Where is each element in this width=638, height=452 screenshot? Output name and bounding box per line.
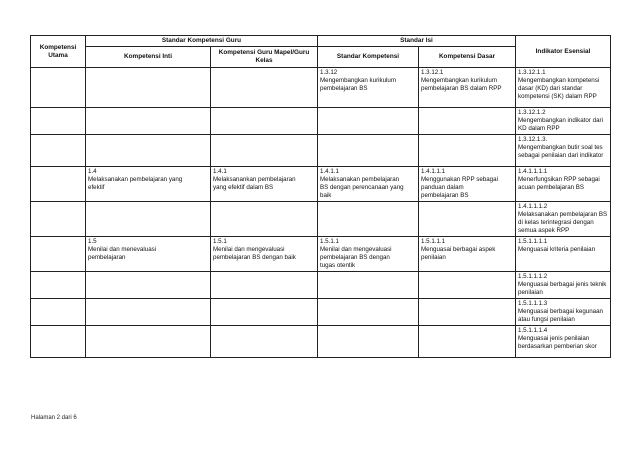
cell-text-line: 1.3.12.1 xyxy=(421,69,444,76)
cell-kompetensi-utama xyxy=(31,299,86,326)
cell-indikator xyxy=(516,326,611,358)
cell-text-line: pembelajaran BS xyxy=(320,85,368,92)
cell-kompetensi-dasar xyxy=(419,167,516,202)
table-row xyxy=(31,108,611,135)
cell-text-line: Melaksanakan pembelajaran yang xyxy=(88,176,183,183)
cell-text-line: Menguasai berbagai aspek xyxy=(421,246,496,253)
cell-text-line: efektif xyxy=(88,184,105,191)
cell-kompetensi-utama xyxy=(31,135,86,167)
cell-text-line: 1.4.1.1.1 xyxy=(421,168,446,175)
cell-standar-kompetensi xyxy=(318,272,419,299)
cell-kompetensi-utama xyxy=(31,272,86,299)
table-body xyxy=(31,68,611,358)
cell-text-line: pembelajaran BS dalam RPP xyxy=(421,85,502,92)
cell-kompetensi-inti xyxy=(86,68,211,108)
cell-kompetensi-dasar xyxy=(419,135,516,167)
cell-text-line: Menguasai berbagai jenis teknik xyxy=(518,281,607,288)
cell-kompetensi-dasar xyxy=(419,326,516,358)
header-standar-isi: Standar Isi xyxy=(318,36,516,47)
cell-text-line: Melaksanakan pembelajaran xyxy=(320,176,400,183)
cell-text-line: Mengembangkan indikator dari xyxy=(518,117,603,124)
header-kompetensi-inti: Kompetensi Inti xyxy=(86,47,211,68)
cell-text-line: sebagai penilaian dari indikator xyxy=(518,152,604,159)
table-row xyxy=(31,326,611,358)
table-header xyxy=(31,36,611,68)
cell-indikator xyxy=(516,272,611,299)
cell-text-line: kompetensi (SK) dalam RPP xyxy=(518,93,597,100)
cell-kompetensi-guru xyxy=(211,237,318,272)
cell-text-line: 1.5.1.1.1.4 xyxy=(518,327,548,334)
cell-standar-kompetensi xyxy=(318,326,419,358)
cell-text-line: Menerfungsikan RPP sebagai xyxy=(518,176,600,183)
cell-kompetensi-inti xyxy=(86,237,211,272)
cell-text-line: KD dalam RPP xyxy=(518,125,560,132)
cell-kompetensi-utama xyxy=(31,326,86,358)
table-row xyxy=(31,68,611,108)
cell-text-line: 1.5.1.1.1 xyxy=(421,238,446,245)
cell-text-line: pembelajaran BS dengan xyxy=(320,254,390,261)
cell-text-line: penilaian xyxy=(518,289,543,296)
cell-kompetensi-guru xyxy=(211,299,318,326)
competency-table xyxy=(30,35,611,358)
cell-standar-kompetensi xyxy=(318,202,419,237)
cell-text-line: 1.4 xyxy=(88,168,97,175)
cell-kompetensi-dasar xyxy=(419,202,516,237)
cell-text-line: 1.3.12.1.3. xyxy=(518,136,548,143)
cell-kompetensi-dasar xyxy=(419,272,516,299)
cell-kompetensi-utama xyxy=(31,108,86,135)
cell-kompetensi-guru xyxy=(211,326,318,358)
cell-text-line: 1.4.1 xyxy=(213,168,227,175)
cell-text-line: 1.5.1.1 xyxy=(320,238,339,245)
cell-text-line: Mengembangkan butir soal tes xyxy=(518,144,603,151)
cell-kompetensi-guru xyxy=(211,167,318,202)
cell-text-line: penilaian xyxy=(421,254,446,261)
page-footer: Halaman 2 dari 6 xyxy=(31,415,77,421)
cell-kompetensi-inti xyxy=(86,167,211,202)
cell-kompetensi-dasar xyxy=(419,108,516,135)
cell-kompetensi-utama xyxy=(31,237,86,272)
cell-standar-kompetensi xyxy=(318,237,419,272)
header-indikator-esensial: Indikator Esensial xyxy=(516,36,611,68)
cell-text-line: baik xyxy=(320,192,332,199)
cell-kompetensi-utama xyxy=(31,167,86,202)
cell-standar-kompetensi xyxy=(318,135,419,167)
cell-kompetensi-dasar xyxy=(419,68,516,108)
cell-text-line: Menilai dan mengevaluasi xyxy=(320,246,392,253)
cell-kompetensi-inti xyxy=(86,202,211,237)
cell-kompetensi-guru xyxy=(211,272,318,299)
cell-text-line: BS dengan perencanaan yang xyxy=(320,184,404,191)
table-row xyxy=(31,272,611,299)
cell-indikator xyxy=(516,68,611,108)
cell-text-line: Menilai dan menevaluasi xyxy=(88,246,157,253)
header-standar-kompetensi-guru: Standar Kompetensi Guru xyxy=(86,36,318,47)
cell-text-line: pembelajaran BS xyxy=(421,192,469,199)
cell-kompetensi-guru xyxy=(211,202,318,237)
table-row xyxy=(31,167,611,202)
table-row xyxy=(31,299,611,326)
header-kompetensi-guru-mapel: Kompetensi Guru Mapel/Guru Kelas xyxy=(211,47,318,68)
cell-standar-kompetensi xyxy=(318,299,419,326)
cell-text-line: Menguasai kriteria penilaian xyxy=(518,246,596,253)
cell-text-line: Menilai dan mengevaluasi xyxy=(213,246,285,253)
table-row xyxy=(31,135,611,167)
cell-kompetensi-utama xyxy=(31,68,86,108)
cell-kompetensi-guru xyxy=(211,68,318,108)
cell-text-line: di kelas terintegrasi dengan xyxy=(518,219,594,226)
cell-indikator xyxy=(516,299,611,326)
cell-text-line: acuan pembelajaran BS xyxy=(518,184,585,191)
cell-kompetensi-utama xyxy=(31,202,86,237)
cell-text-line: Mengembangkan kurikulum xyxy=(421,77,498,84)
cell-text-line: 1.3.12 xyxy=(320,69,338,76)
cell-text-line: 1.4.1.1.1.2 xyxy=(518,203,548,210)
cell-kompetensi-inti xyxy=(86,135,211,167)
cell-text-line: pembelajaran xyxy=(88,254,126,261)
cell-kompetensi-dasar xyxy=(419,237,516,272)
cell-text-line: panduan dalam xyxy=(421,184,464,191)
cell-text-line: pembelajaran BS dengan baik xyxy=(213,254,296,261)
cell-indikator xyxy=(516,135,611,167)
cell-text-line: Menggunakan RPP sebagai xyxy=(421,176,498,183)
cell-text-line: Mengembangkan kompetensi xyxy=(518,77,600,84)
cell-indikator xyxy=(516,202,611,237)
cell-text-line: Melaksanankan pembelajaran xyxy=(213,176,296,183)
cell-text-line: Melaksanakan pembelajaran BS xyxy=(518,211,608,218)
table-row xyxy=(31,202,611,237)
cell-kompetensi-dasar xyxy=(419,299,516,326)
cell-standar-kompetensi xyxy=(318,108,419,135)
table-row xyxy=(31,237,611,272)
cell-standar-kompetensi xyxy=(318,167,419,202)
cell-kompetensi-inti xyxy=(86,272,211,299)
cell-text-line: Menguasai jenis penilaian xyxy=(518,335,590,342)
cell-indikator xyxy=(516,108,611,135)
cell-kompetensi-guru xyxy=(211,135,318,167)
cell-text-line: 1.5.1.1.1.3 xyxy=(518,300,548,307)
cell-text-line: yang efektif dalam BS xyxy=(213,184,274,191)
cell-text-line: 1.5.1 xyxy=(213,238,227,245)
header-kompetensi-utama: Kompetensi Utama xyxy=(31,36,86,68)
cell-kompetensi-inti xyxy=(86,299,211,326)
cell-text-line: Menguasai berbagai kegunaan xyxy=(518,308,603,315)
cell-text-line: 1.5.1.1.1.1 xyxy=(518,238,548,245)
cell-text-line: berdasarkan pemberian skor xyxy=(518,343,597,350)
cell-text-line: 1.4.1.1.1.1 xyxy=(518,168,548,175)
header-standar-kompetensi: Standar Kompetensi xyxy=(318,47,419,68)
cell-text-line: atau fungsi penilaian xyxy=(518,316,575,323)
cell-text-line: 1.3.12.1.2 xyxy=(518,109,546,116)
cell-text-line: 1.5 xyxy=(88,238,97,245)
header-kompetensi-dasar: Kompetensi Dasar xyxy=(419,47,516,68)
cell-text-line: 1.4.1.1 xyxy=(320,168,339,175)
cell-indikator xyxy=(516,237,611,272)
cell-text-line: semua aspek RPP xyxy=(518,227,570,234)
cell-text-line: dasar (KD) dari standar xyxy=(518,85,583,92)
cell-standar-kompetensi xyxy=(318,68,419,108)
cell-kompetensi-inti xyxy=(86,108,211,135)
cell-text-line: Mengembangkan kurikulum xyxy=(320,77,397,84)
cell-indikator xyxy=(516,167,611,202)
cell-text-line: 1.5.1.1.1.2 xyxy=(518,273,548,280)
cell-text-line: 1.3.12.1.1 xyxy=(518,69,546,76)
cell-text-line: tugas otentik xyxy=(320,262,356,269)
cell-kompetensi-inti xyxy=(86,326,211,358)
cell-kompetensi-guru xyxy=(211,108,318,135)
